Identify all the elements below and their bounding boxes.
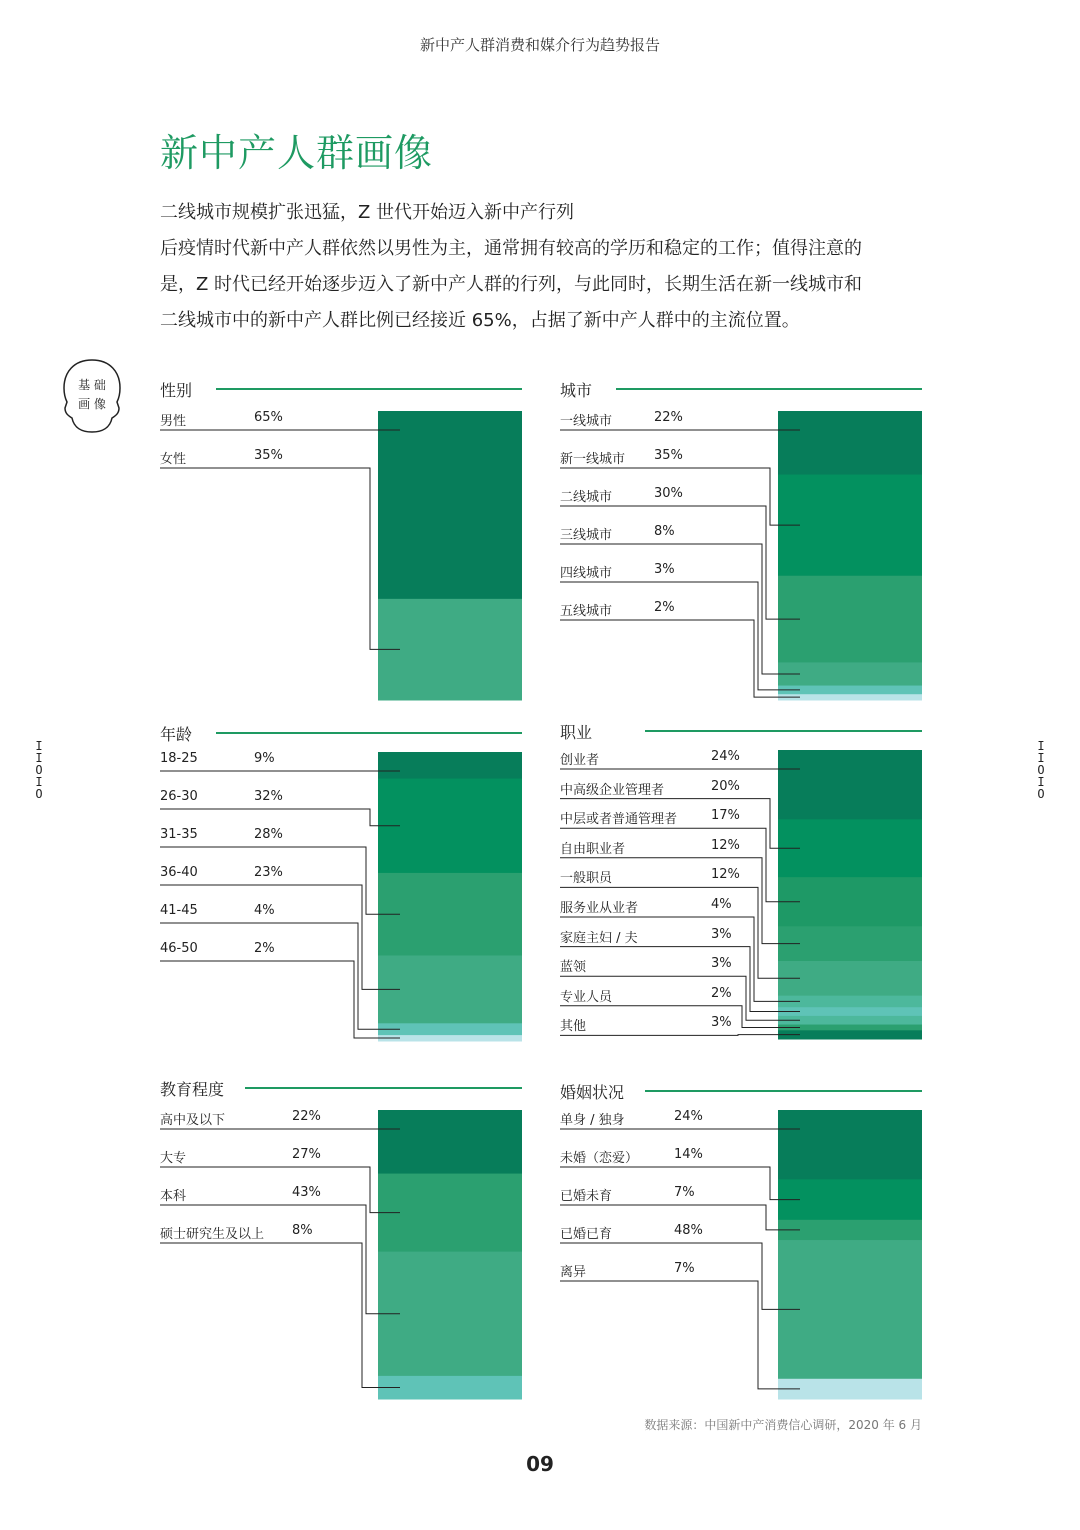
chart-4-value-label: 3% (711, 956, 732, 972)
chart-2-category-label: 一线城市 (560, 414, 613, 429)
chart-1-title: 性别 (160, 381, 193, 400)
chart-3-category-label: 26-30 (160, 789, 198, 804)
chart-2-value-label: 35% (654, 448, 683, 463)
chart-2-value-label: 3% (654, 562, 675, 577)
page-title: 新中产人群画像 (160, 131, 434, 175)
chart-6-leader-line (560, 1243, 800, 1309)
side-mark-char: I (35, 751, 43, 765)
chart-6-value-label: 48% (674, 1223, 703, 1238)
chart-2-category-label: 三线城市 (560, 528, 613, 543)
chart-4-title: 职业 (560, 723, 593, 742)
chart-1-value-label: 35% (254, 448, 283, 463)
chart-5-leader-line (160, 1205, 400, 1314)
chart-5-leader-line (160, 1243, 400, 1387)
chart-5-leader-line (160, 1167, 400, 1213)
chart-3-leader-line (160, 961, 400, 1038)
side-mark-char: I (1037, 739, 1045, 753)
chart-5-value-label: 8% (292, 1223, 313, 1238)
chart-4-value-label: 3% (711, 1015, 732, 1031)
chart-6-value-label: 7% (674, 1261, 695, 1276)
chart-4-value-label: 12% (711, 837, 740, 853)
chart-4-category-label: 专业人员 (560, 989, 613, 1005)
chart-3-title-rule (216, 732, 522, 734)
chart-4-title-rule (645, 730, 922, 732)
chart-2-value-label: 30% (654, 486, 683, 501)
chart-2-title: 城市 (560, 381, 593, 400)
chart-2-value-label: 22% (654, 410, 683, 425)
chart-6-category-label: 单身 / 独身 (560, 1113, 625, 1128)
chart-6-bar-segment (778, 1110, 922, 1180)
chart-4-category-label: 创业者 (560, 753, 600, 768)
chart-1-category-label: 男性 (160, 414, 187, 429)
side-mark-char: O (1037, 763, 1045, 777)
head-badge-line-2: 画 像 (78, 397, 106, 411)
side-mark-char: I (35, 775, 43, 789)
chart-3-category-label: 18-25 (160, 751, 198, 766)
chart-2-category-label: 四线城市 (560, 566, 613, 581)
chart-2-category-label: 二线城市 (560, 490, 613, 505)
chart-4-category-label: 服务业从业者 (560, 901, 639, 916)
chart-3-category-label: 46-50 (160, 941, 198, 956)
side-mark-char: I (1037, 751, 1045, 765)
chart-2-value-label: 2% (654, 600, 675, 615)
chart-3-category-label: 36-40 (160, 865, 198, 880)
chart-6-title: 婚姻状况 (560, 1083, 625, 1102)
chart-4-value-label: 2% (711, 985, 732, 1001)
chart-5-category-label: 硕士研究生及以上 (160, 1227, 265, 1242)
chart-5-value-label: 43% (292, 1185, 321, 1200)
chart-3-leader-line (160, 809, 400, 826)
chart-4-category-label: 中层或者普通管理者 (560, 812, 678, 828)
side-mark-char: O (35, 787, 43, 801)
chart-2-category-label: 新一线城市 (560, 452, 626, 467)
chart-5-category-label: 高中及以下 (160, 1113, 226, 1128)
chart-5-category-label: 本科 (160, 1189, 187, 1204)
chart-1-title-rule (216, 388, 522, 390)
chart-1-leader-line (160, 468, 400, 649)
chart-3-leader-line (160, 923, 400, 1029)
chart-2-bar-segment (778, 411, 922, 475)
chart-6-value-label: 14% (674, 1147, 703, 1162)
intro-line-1: 二线城市规模扩张迅猛，Z 世代开始迈入新中产行列 (160, 202, 575, 223)
chart-1-category-label: 女性 (160, 452, 187, 467)
chart-4-leader-line (560, 1035, 800, 1036)
chart-6-category-label: 未婚（恋爱） (560, 1151, 639, 1166)
intro-line-3: 是，Z 时代已经开始逐步迈入了新中产人群的行列，与此同时，长期生活在新一线城市和 (160, 274, 863, 295)
chart-3-value-label: 32% (254, 789, 283, 804)
intro-line-2: 后疫情时代新中产人群依然以男性为主，通常拥有较高的学历和稳定的工作；值得注意的 (160, 238, 862, 259)
chart-4-value-label: 3% (711, 926, 732, 942)
chart-5-title: 教育程度 (160, 1080, 225, 1099)
data-source: 数据来源：中国新中产消费信心调研，2020 年 6 月 (644, 1418, 922, 1432)
side-mark-char: O (35, 763, 43, 777)
page-number: 09 (526, 1452, 554, 1476)
chart-6-category-label: 已婚已育 (560, 1227, 613, 1242)
chart-5-category-label: 大专 (160, 1151, 187, 1166)
chart-2-category-label: 五线城市 (560, 604, 613, 619)
chart-4-category-label: 家庭主妇 / 夫 (560, 930, 638, 946)
chart-1-value-label: 65% (254, 410, 283, 425)
chart-3-title: 年龄 (160, 725, 193, 744)
chart-4-leader-line (560, 1006, 800, 1031)
chart-3-leader-line (160, 885, 400, 989)
chart-3-value-label: 9% (254, 751, 275, 766)
chart-3-value-label: 4% (254, 903, 275, 918)
chart-3-category-label: 41-45 (160, 903, 198, 918)
chart-4-category-label: 中高级企业管理者 (560, 782, 665, 798)
chart-4-category-label: 蓝领 (560, 960, 587, 976)
report-title: 新中产人群消费和媒介行为趋势报告 (419, 36, 660, 54)
chart-5-value-label: 27% (292, 1147, 321, 1162)
chart-6-leader-line (560, 1281, 800, 1389)
chart-3-bar-segment (378, 752, 522, 779)
chart-6-category-label: 离异 (560, 1265, 587, 1280)
chart-6-category-label: 已婚未育 (560, 1189, 613, 1204)
chart-4-value-label: 17% (711, 808, 740, 824)
intro-line-4: 二线城市中的新中产人群比例已经接近 65%，占据了新中产人群中的主流位置。 (160, 310, 800, 331)
chart-4-value-label: 24% (711, 749, 740, 764)
chart-6-value-label: 24% (674, 1109, 703, 1124)
chart-3-category-label: 31-35 (160, 827, 198, 842)
chart-2-leader-line (560, 620, 800, 697)
chart-4-category-label: 其他 (560, 1019, 587, 1035)
side-mark-char: I (35, 739, 43, 753)
chart-3-value-label: 28% (254, 827, 283, 842)
chart-3-value-label: 23% (254, 865, 283, 880)
chart-1-bar-segment (378, 411, 522, 599)
chart-6-value-label: 7% (674, 1185, 695, 1200)
chart-5-title-rule (245, 1087, 522, 1089)
side-mark-char: O (1037, 787, 1045, 801)
chart-4-value-label: 4% (711, 897, 732, 912)
chart-2-title-rule (616, 388, 922, 390)
chart-4-bar-segment (778, 750, 922, 820)
chart-4-value-label: 20% (711, 778, 740, 794)
chart-2-value-label: 8% (654, 524, 675, 539)
head-badge-line-1: 基 础 (78, 378, 106, 392)
chart-5-bar-segment (378, 1110, 522, 1174)
chart-5-value-label: 22% (292, 1109, 321, 1124)
chart-4-category-label: 自由职业者 (560, 841, 626, 857)
chart-3-value-label: 2% (254, 941, 275, 956)
chart-6-title-rule (645, 1090, 922, 1092)
chart-4-value-label: 12% (711, 867, 740, 883)
side-mark-char: I (1037, 775, 1045, 789)
chart-4-category-label: 一般职员 (560, 871, 613, 887)
